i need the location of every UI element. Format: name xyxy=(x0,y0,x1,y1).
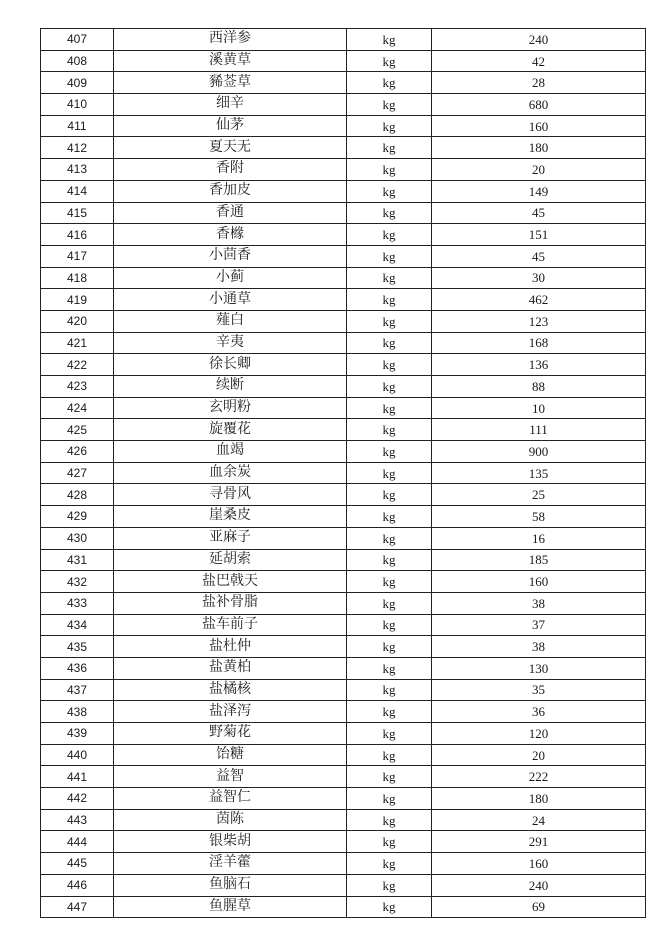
row-number-cell: 432 xyxy=(41,571,114,593)
herb-name-cell: 饴糖 xyxy=(114,744,347,766)
table-row xyxy=(41,701,646,723)
unit-cell: kg xyxy=(347,441,432,463)
quantity-cell: 291 xyxy=(432,831,646,853)
quantity-cell: 16 xyxy=(432,527,646,549)
row-number-cell: 420 xyxy=(41,310,114,332)
herb-name-cell: 盐补骨脂 xyxy=(114,592,347,614)
table-row xyxy=(41,310,646,332)
herb-name-cell: 徐长卿 xyxy=(114,354,347,376)
quantity-cell: 149 xyxy=(432,180,646,202)
table-row xyxy=(41,29,646,51)
row-number-cell: 437 xyxy=(41,679,114,701)
herb-name-cell: 小蓟 xyxy=(114,267,347,289)
quantity-cell: 111 xyxy=(432,419,646,441)
herb-name-cell: 香加皮 xyxy=(114,180,347,202)
quantity-cell: 30 xyxy=(432,267,646,289)
herb-name-cell: 香橼 xyxy=(114,224,347,246)
quantity-cell: 25 xyxy=(432,484,646,506)
unit-cell: kg xyxy=(347,679,432,701)
herb-name-cell: 血竭 xyxy=(114,441,347,463)
herb-name-cell: 细辛 xyxy=(114,94,347,116)
unit-cell: kg xyxy=(347,137,432,159)
row-number-cell: 421 xyxy=(41,332,114,354)
table-row xyxy=(41,245,646,267)
table-row xyxy=(41,94,646,116)
unit-cell: kg xyxy=(347,723,432,745)
quantity-cell: 151 xyxy=(432,224,646,246)
herb-name-cell: 血余炭 xyxy=(114,462,347,484)
table-row xyxy=(41,592,646,614)
quantity-cell: 28 xyxy=(432,72,646,94)
row-number-cell: 411 xyxy=(41,115,114,137)
table-row xyxy=(41,571,646,593)
row-number-cell: 446 xyxy=(41,874,114,896)
row-number-cell: 438 xyxy=(41,701,114,723)
table-row xyxy=(41,484,646,506)
quantity-cell: 136 xyxy=(432,354,646,376)
row-number-cell: 434 xyxy=(41,614,114,636)
quantity-cell: 120 xyxy=(432,723,646,745)
row-number-cell: 439 xyxy=(41,723,114,745)
quantity-cell: 900 xyxy=(432,441,646,463)
unit-cell: kg xyxy=(347,245,432,267)
unit-cell: kg xyxy=(347,50,432,72)
row-number-cell: 427 xyxy=(41,462,114,484)
quantity-cell: 123 xyxy=(432,310,646,332)
herb-name-cell: 盐杜仲 xyxy=(114,636,347,658)
herb-name-cell: 亚麻子 xyxy=(114,527,347,549)
quantity-cell: 680 xyxy=(432,94,646,116)
unit-cell: kg xyxy=(347,267,432,289)
row-number-cell: 419 xyxy=(41,289,114,311)
row-number-cell: 431 xyxy=(41,549,114,571)
herb-name-cell: 溪黄草 xyxy=(114,50,347,72)
unit-cell: kg xyxy=(347,874,432,896)
row-number-cell: 428 xyxy=(41,484,114,506)
unit-cell: kg xyxy=(347,376,432,398)
row-number-cell: 429 xyxy=(41,506,114,528)
herb-name-cell: 夏天无 xyxy=(114,137,347,159)
herb-name-cell: 西洋参 xyxy=(114,29,347,51)
quantity-cell: 24 xyxy=(432,809,646,831)
unit-cell: kg xyxy=(347,462,432,484)
table-row xyxy=(41,115,646,137)
unit-cell: kg xyxy=(347,484,432,506)
row-number-cell: 444 xyxy=(41,831,114,853)
unit-cell: kg xyxy=(347,419,432,441)
table-row xyxy=(41,462,646,484)
table-row xyxy=(41,766,646,788)
row-number-cell: 407 xyxy=(41,29,114,51)
herb-name-cell: 香附 xyxy=(114,159,347,181)
herb-name-cell: 辛夷 xyxy=(114,332,347,354)
quantity-cell: 180 xyxy=(432,137,646,159)
row-number-cell: 425 xyxy=(41,419,114,441)
herb-name-cell: 豨莶草 xyxy=(114,72,347,94)
table-row xyxy=(41,788,646,810)
unit-cell: kg xyxy=(347,809,432,831)
row-number-cell: 436 xyxy=(41,657,114,679)
quantity-cell: 20 xyxy=(432,744,646,766)
herb-name-cell: 益智 xyxy=(114,766,347,788)
table-row xyxy=(41,419,646,441)
row-number-cell: 413 xyxy=(41,159,114,181)
herb-name-cell: 盐泽泻 xyxy=(114,701,347,723)
quantity-cell: 88 xyxy=(432,376,646,398)
herb-name-cell: 薤白 xyxy=(114,310,347,332)
quantity-cell: 135 xyxy=(432,462,646,484)
table-row xyxy=(41,50,646,72)
table-row xyxy=(41,744,646,766)
herb-name-cell: 崖桑皮 xyxy=(114,506,347,528)
herb-name-cell: 玄明粉 xyxy=(114,397,347,419)
unit-cell: kg xyxy=(347,332,432,354)
unit-cell: kg xyxy=(347,180,432,202)
unit-cell: kg xyxy=(347,29,432,51)
herb-name-cell: 茵陈 xyxy=(114,809,347,831)
table-row xyxy=(41,874,646,896)
quantity-cell: 20 xyxy=(432,159,646,181)
herb-name-cell: 盐车前子 xyxy=(114,614,347,636)
herb-name-cell: 小通草 xyxy=(114,289,347,311)
table-row xyxy=(41,636,646,658)
table-row xyxy=(41,831,646,853)
table-row xyxy=(41,723,646,745)
table-row xyxy=(41,289,646,311)
unit-cell: kg xyxy=(347,202,432,224)
row-number-cell: 423 xyxy=(41,376,114,398)
table-row xyxy=(41,506,646,528)
herb-price-table xyxy=(40,28,646,918)
unit-cell: kg xyxy=(347,744,432,766)
herb-name-cell: 延胡索 xyxy=(114,549,347,571)
quantity-cell: 38 xyxy=(432,592,646,614)
table-row xyxy=(41,896,646,918)
unit-cell: kg xyxy=(347,354,432,376)
herb-name-cell: 香通 xyxy=(114,202,347,224)
row-number-cell: 441 xyxy=(41,766,114,788)
row-number-cell: 442 xyxy=(41,788,114,810)
quantity-cell: 37 xyxy=(432,614,646,636)
table-row xyxy=(41,267,646,289)
unit-cell: kg xyxy=(347,614,432,636)
herb-name-cell: 旋覆花 xyxy=(114,419,347,441)
unit-cell: kg xyxy=(347,896,432,918)
herb-name-cell: 盐橘核 xyxy=(114,679,347,701)
unit-cell: kg xyxy=(347,592,432,614)
quantity-cell: 69 xyxy=(432,896,646,918)
row-number-cell: 410 xyxy=(41,94,114,116)
table-row xyxy=(41,159,646,181)
quantity-cell: 160 xyxy=(432,853,646,875)
unit-cell: kg xyxy=(347,94,432,116)
quantity-cell: 35 xyxy=(432,679,646,701)
table-row xyxy=(41,657,646,679)
table-row xyxy=(41,549,646,571)
row-number-cell: 417 xyxy=(41,245,114,267)
table-row xyxy=(41,679,646,701)
herb-name-cell: 益智仁 xyxy=(114,788,347,810)
unit-cell: kg xyxy=(347,159,432,181)
quantity-cell: 168 xyxy=(432,332,646,354)
unit-cell: kg xyxy=(347,853,432,875)
unit-cell: kg xyxy=(347,527,432,549)
table-row xyxy=(41,202,646,224)
herb-name-cell: 银柴胡 xyxy=(114,831,347,853)
unit-cell: kg xyxy=(347,72,432,94)
quantity-cell: 180 xyxy=(432,788,646,810)
table-row xyxy=(41,853,646,875)
row-number-cell: 440 xyxy=(41,744,114,766)
herb-name-cell: 淫羊藿 xyxy=(114,853,347,875)
unit-cell: kg xyxy=(347,115,432,137)
table-row xyxy=(41,441,646,463)
row-number-cell: 426 xyxy=(41,441,114,463)
row-number-cell: 433 xyxy=(41,592,114,614)
unit-cell: kg xyxy=(347,289,432,311)
unit-cell: kg xyxy=(347,701,432,723)
table-body xyxy=(41,29,646,918)
quantity-cell: 222 xyxy=(432,766,646,788)
row-number-cell: 424 xyxy=(41,397,114,419)
table-row xyxy=(41,397,646,419)
row-number-cell: 414 xyxy=(41,180,114,202)
unit-cell: kg xyxy=(347,788,432,810)
quantity-cell: 185 xyxy=(432,549,646,571)
herb-name-cell: 仙茅 xyxy=(114,115,347,137)
row-number-cell: 415 xyxy=(41,202,114,224)
quantity-cell: 462 xyxy=(432,289,646,311)
table-row xyxy=(41,527,646,549)
quantity-cell: 240 xyxy=(432,874,646,896)
quantity-cell: 240 xyxy=(432,29,646,51)
unit-cell: kg xyxy=(347,636,432,658)
quantity-cell: 160 xyxy=(432,115,646,137)
row-number-cell: 430 xyxy=(41,527,114,549)
table-row xyxy=(41,224,646,246)
table-row xyxy=(41,332,646,354)
unit-cell: kg xyxy=(347,571,432,593)
unit-cell: kg xyxy=(347,506,432,528)
quantity-cell: 10 xyxy=(432,397,646,419)
herb-name-cell: 盐黄柏 xyxy=(114,657,347,679)
row-number-cell: 447 xyxy=(41,896,114,918)
row-number-cell: 409 xyxy=(41,72,114,94)
row-number-cell: 435 xyxy=(41,636,114,658)
table-row xyxy=(41,180,646,202)
quantity-cell: 38 xyxy=(432,636,646,658)
herb-name-cell: 野菊花 xyxy=(114,723,347,745)
quantity-cell: 42 xyxy=(432,50,646,72)
herb-name-cell: 鱼脑石 xyxy=(114,874,347,896)
row-number-cell: 445 xyxy=(41,853,114,875)
table-row xyxy=(41,354,646,376)
row-number-cell: 443 xyxy=(41,809,114,831)
unit-cell: kg xyxy=(347,657,432,679)
unit-cell: kg xyxy=(347,831,432,853)
unit-cell: kg xyxy=(347,310,432,332)
unit-cell: kg xyxy=(347,766,432,788)
row-number-cell: 422 xyxy=(41,354,114,376)
unit-cell: kg xyxy=(347,224,432,246)
herb-name-cell: 鱼腥草 xyxy=(114,896,347,918)
herb-name-cell: 续断 xyxy=(114,376,347,398)
quantity-cell: 36 xyxy=(432,701,646,723)
table-row xyxy=(41,376,646,398)
unit-cell: kg xyxy=(347,549,432,571)
table-row xyxy=(41,614,646,636)
quantity-cell: 58 xyxy=(432,506,646,528)
herb-name-cell: 寻骨风 xyxy=(114,484,347,506)
quantity-cell: 45 xyxy=(432,245,646,267)
row-number-cell: 416 xyxy=(41,224,114,246)
unit-cell: kg xyxy=(347,397,432,419)
table-row xyxy=(41,72,646,94)
row-number-cell: 418 xyxy=(41,267,114,289)
quantity-cell: 160 xyxy=(432,571,646,593)
quantity-cell: 45 xyxy=(432,202,646,224)
table-row xyxy=(41,809,646,831)
herb-name-cell: 盐巴戟天 xyxy=(114,571,347,593)
table-row xyxy=(41,137,646,159)
row-number-cell: 408 xyxy=(41,50,114,72)
quantity-cell: 130 xyxy=(432,657,646,679)
herb-name-cell: 小茴香 xyxy=(114,245,347,267)
row-number-cell: 412 xyxy=(41,137,114,159)
